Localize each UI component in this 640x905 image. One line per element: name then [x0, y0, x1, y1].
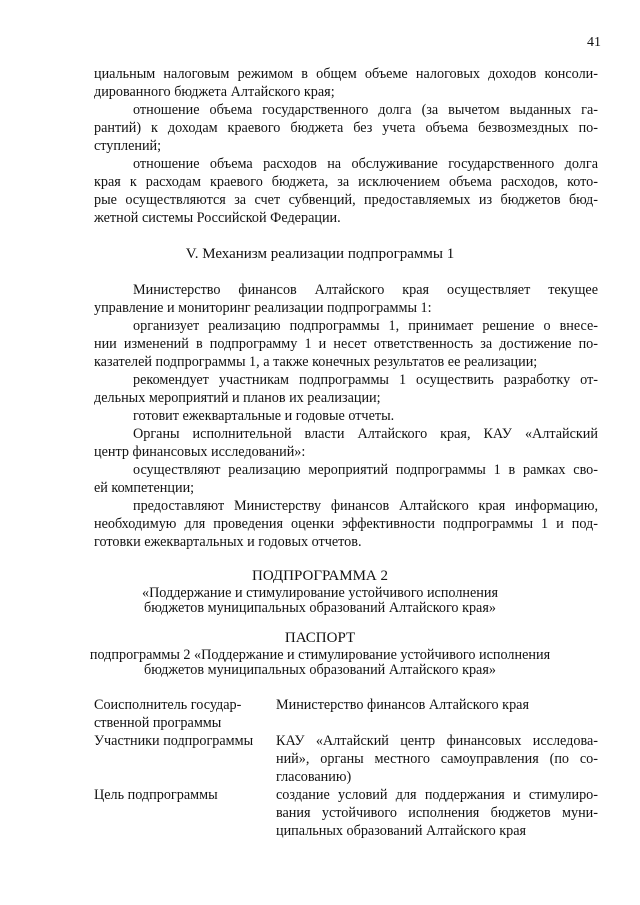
subprogram-name-line: «Поддержание и стимулирование устойчивого исполнения [141, 585, 499, 601]
text-line: готовит ежеквартальные и годовые отчеты. [133, 408, 395, 424]
text-line: циальным налоговым режимом в общем объеме налоговых доходов консоли- [94, 66, 598, 82]
text-line: нии изменений в подпрограмму 1 и несет ответственность за достижение по- [94, 336, 598, 352]
text-line: готовки ежеквартальных и годовых отчетов. [94, 534, 362, 550]
text-line: осуществляют реализацию мероприятий подпрограммы 1 в рамках сво- [133, 462, 598, 478]
text-line: дельных мероприятий и планов их реализации; [94, 390, 381, 406]
text-line: рые осуществляются за счет субвенций, предоставляемых из бюджетов бюд- [94, 192, 598, 208]
passport-subtitle-line: бюджетов муниципальных образований Алтайского края» [144, 662, 496, 678]
passport-value: КАУ «Алтайский центр финансовых исследова- [276, 733, 598, 749]
text-line: предоставляют Министерству финансов Алтайского края информацию, [133, 498, 598, 514]
passport-value: Министерство финансов Алтайского края [276, 697, 529, 713]
text-line: ступлений; [94, 138, 162, 154]
text-line: рекомендует участникам подпрограммы 1 осуществить разработку от- [133, 372, 598, 388]
text-line: края к расходам краевого бюджета, за исключением объема расходов, кото- [94, 174, 598, 190]
text-line: необходимую для проведения оценки эффективности подпрограммы 1 и под- [94, 516, 598, 532]
text-line: отношение объема государственного долга (за вычетом выданных га- [133, 102, 598, 118]
page-number: 41 [587, 35, 601, 50]
passport-value: создание условий для поддержания и стимулиро- [276, 787, 598, 803]
passport-label: Цель подпрограммы [94, 787, 218, 803]
section-heading: V. Механизм реализации подпрограммы 1 [185, 246, 455, 262]
text-line: Министерство финансов Алтайского края осуществляет текущее [133, 282, 598, 298]
text-line: управление и мониторинг реализации подпрограммы 1: [94, 300, 432, 316]
passport-title: ПАСПОРТ [284, 630, 356, 646]
text-line: рантий) к доходам краевого бюджета без учета объема безвозмездных по- [94, 120, 598, 136]
subprogram-name-line: бюджетов муниципальных образований Алтайского края» [144, 600, 496, 616]
passport-value: гласованию) [276, 769, 352, 785]
passport-subtitle-line: подпрограммы 2 «Поддержание и стимулирование устойчивого исполнения [89, 647, 551, 663]
text-line: отношение объема расходов на обслуживание государственного долга [133, 156, 598, 172]
passport-value: ний», органы местного самоуправления (по со- [276, 751, 598, 767]
subprogram-title: ПОДПРОГРАММА 2 [251, 568, 389, 584]
text-line: Органы исполнительной власти Алтайского края, КАУ «Алтайский [133, 426, 598, 442]
text-line: центр финансовых исследований»: [94, 444, 306, 460]
passport-label: Соисполнитель государ- [94, 697, 242, 713]
text-line: казателей подпрограммы 1, а также конечных результатов ее реализации; [94, 354, 538, 370]
text-line: ей компетенции; [94, 480, 195, 496]
passport-value: вания устойчивого исполнения бюджетов муни- [276, 805, 598, 821]
text-line: жетной системы Российской Федерации. [94, 210, 341, 226]
text-line: дированного бюджета Алтайского края; [94, 84, 335, 100]
passport-label: Участники подпрограммы [94, 733, 254, 749]
text-line: организует реализацию подпрограммы 1, принимает решение о внесе- [133, 318, 598, 334]
passport-label: ственной программы [94, 715, 222, 731]
passport-value: ципальных образований Алтайского края [276, 823, 527, 839]
